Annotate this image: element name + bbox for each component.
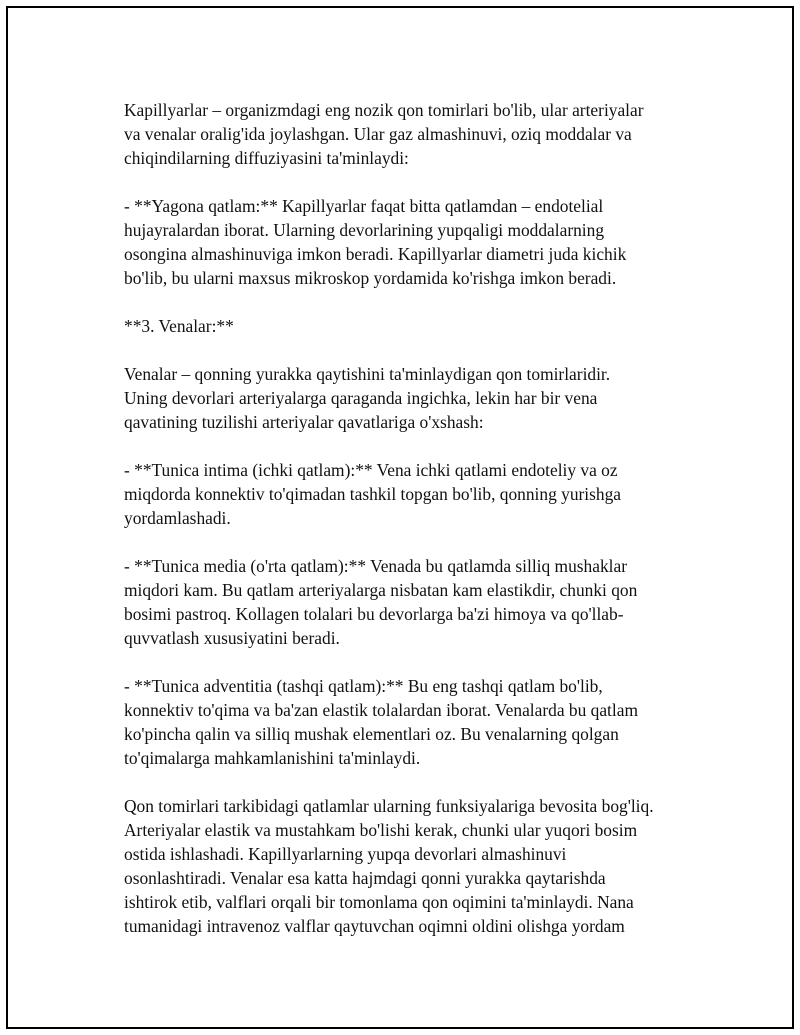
text-line: Venalar – qonning yurakka qaytishini ta'minlaydigan qon tomirlaridir. <box>124 364 611 384</box>
text-line: - **Yagona qatlam:** Kapillyarlar faqat bitta qatlamdan – endotelial <box>124 196 604 216</box>
text-line: - **Tunica media (o'rta qatlam):** Venada bu qatlamda silliq mushaklar <box>124 556 627 576</box>
text-line: miqdori kam. Bu qatlam arteriyalarga nisbatan kam elastikdir, chunki qon <box>124 580 638 600</box>
text-line: ishtirok etib, valflari orqali bir tomonlama qon oqimini ta'minlaydi. Nana <box>124 892 634 912</box>
text-line: Uning devorlari arteriyalarga qaraganda ingichka, lekin har bir vena <box>124 388 598 408</box>
text-line: - **Tunica adventitia (tashqi qatlam):** Bu eng tashqi qatlam bo'lib, <box>124 676 603 696</box>
paragraph-vessel-layers-summary <box>124 794 704 938</box>
text-line: ostida ishlashadi. Kapillyarlarning yupqa devorlari almashinuvi <box>124 844 567 864</box>
text-line: qavatining tuzilishi arteriyalar qavatlariga o'xshash: <box>124 412 484 432</box>
text-line: konnektiv to'qima va ba'zan elastik tolalardan iborat. Venalarda bu qatlam <box>124 700 638 720</box>
text-line: quvvatlash xususiyatini beradi. <box>124 628 340 648</box>
text-line: tumanidagi intravenoz valflar qaytuvchan oqimni oldini olishga yordam <box>124 916 625 936</box>
text-line: **3. Venalar:** <box>124 316 234 336</box>
paragraph-veins-intro <box>124 362 704 434</box>
text-line: Arteriyalar elastik va mustahkam bo'lishi kerak, chunki ular yuqori bosim <box>124 820 638 840</box>
page-frame <box>6 6 794 1029</box>
text-line: Qon tomirlari tarkibidagi qatlamlar ularning funksiyalariga bevosita bog'liq. <box>124 796 654 816</box>
text-line: va venalar oralig'ida joylashgan. Ular gaz almashinuvi, oziq moddalar va <box>124 124 632 144</box>
text-line: miqdorda konnektiv to'qimadan tashkil topgan bo'lib, qonning yurishga <box>124 484 622 504</box>
section-heading-venalar <box>124 314 704 338</box>
text-line: to'qimalarga mahkamlanishini ta'minlaydi. <box>124 748 421 768</box>
paragraph-capillaries-intro <box>124 98 704 170</box>
paragraph-single-layer <box>124 194 704 290</box>
text-line: hujayralardan iborat. Ularning devorlarining yupqaligi moddalarning <box>124 220 605 240</box>
text-line: osongina almashinuviga imkon beradi. Kapillyarlar diametri juda kichik <box>124 244 627 264</box>
text-line: yordamlashadi. <box>124 508 231 528</box>
text-line: chiqindilarning diffuziyasini ta'minlaydi: <box>124 148 409 168</box>
text-line: - **Tunica intima (ichki qatlam):** Vena ichki qatlami endoteliy va oz <box>124 460 618 480</box>
paragraph-tunica-media <box>124 554 704 650</box>
paragraph-tunica-adventitia <box>124 674 704 770</box>
text-line: Kapillyarlar – organizmdagi eng nozik qon tomirlari bo'lib, ular arteriyalar <box>124 100 644 120</box>
text-line: osonlashtiradi. Venalar esa katta hajmdagi qonni yurakka qaytarishda <box>124 868 606 888</box>
paragraph-tunica-intima <box>124 458 704 530</box>
document-body <box>124 98 704 962</box>
text-line: ko'pincha qalin va silliq mushak elementlari oz. Bu venalarning qolgan <box>124 724 619 744</box>
text-line: bo'lib, bu ularni maxsus mikroskop yordamida ko'rishga imkon beradi. <box>124 268 617 288</box>
text-line: bosimi pastroq. Kollagen tolalari bu devorlarga ba'zi himoya va qo'llab- <box>124 604 624 624</box>
